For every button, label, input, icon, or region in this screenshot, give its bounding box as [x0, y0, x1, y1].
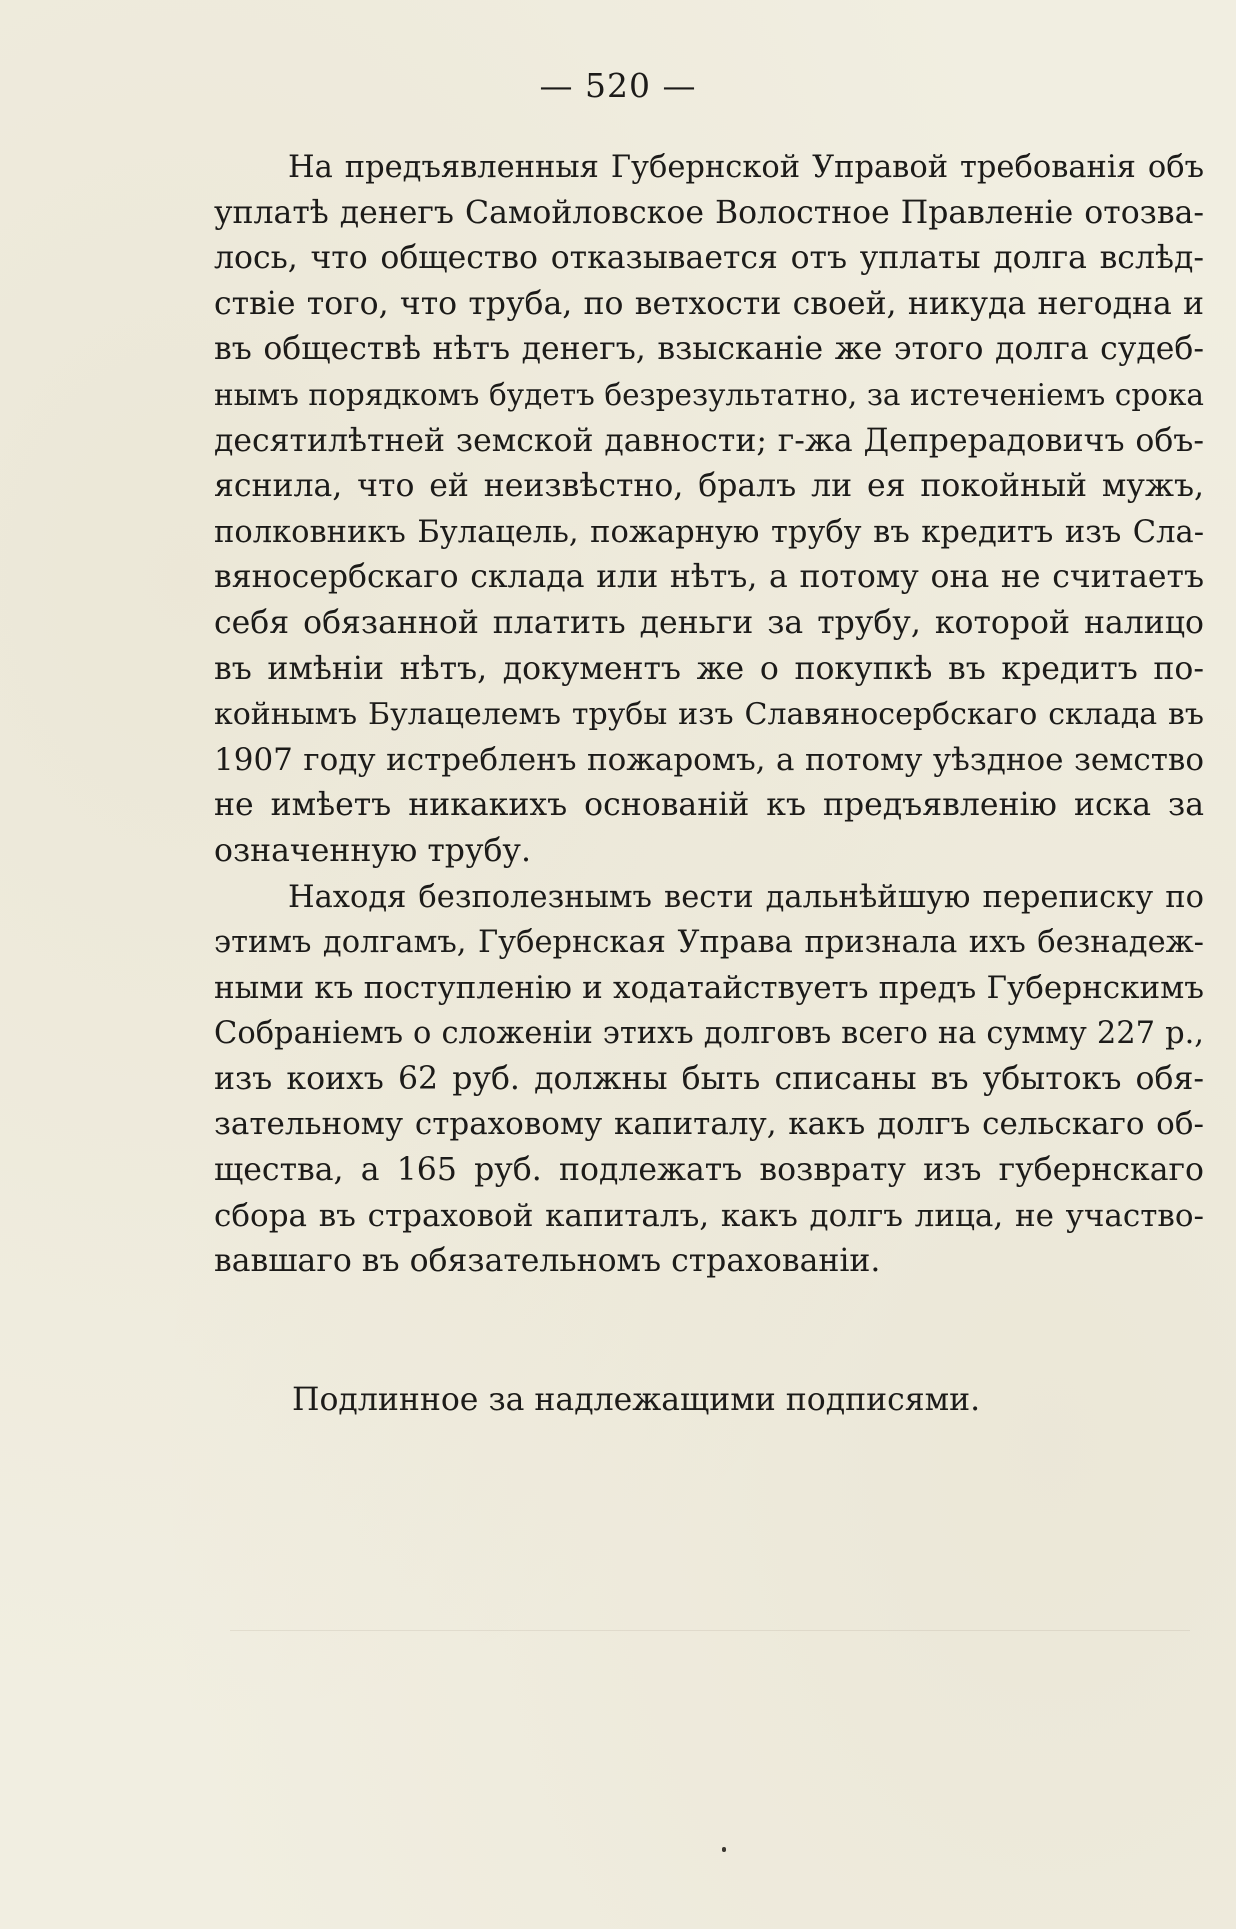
- text-line: десятилѣтней земской давности; г-жа Депрерадовичъ объ-: [214, 422, 1204, 459]
- text-line: себя обязанной платить деньги за трубу, которой налицо: [214, 604, 1204, 641]
- text-line: полковникъ Булацель, пожарную трубу въ кредитъ изъ Сла-: [214, 514, 1204, 550]
- text-line: въ обществѣ нѣтъ денегъ, взысканіе же этого долга судеб-: [214, 331, 1204, 368]
- paragraph-2: [214, 875, 1204, 1285]
- text-line: въ имѣніи нѣтъ, документъ же о покупкѣ въ кредитъ по-: [214, 650, 1204, 687]
- text-line: вяносербскаго склада или нѣтъ, а потому она не считаетъ: [214, 559, 1204, 596]
- ink-speck: [722, 1847, 726, 1852]
- text-line: лось, что общество отказывается отъ уплаты долга вслѣд-: [214, 240, 1204, 277]
- body-text: [214, 145, 1204, 1285]
- text-line: Находя безполезнымъ вести дальнѣйшую переписку по: [288, 879, 1204, 915]
- text-line: Собраніемъ о сложеніи этихъ долговъ всего на сумму 227 р.,: [214, 1016, 1204, 1052]
- text-line: ствіе того, что труба, по ветхости своей, никуда негодна и: [214, 285, 1204, 322]
- closing-note: Подлинное за надлежащими подписями.: [292, 1382, 981, 1418]
- text-line: яснила, что ей неизвѣстно, бралъ ли ея покойный мужъ,: [214, 468, 1204, 505]
- bleed-through-rule: [230, 1630, 1190, 1631]
- text-line: нымъ порядкомъ будетъ безрезультатно, за истеченіемъ срока: [214, 377, 1204, 412]
- text-line: изъ коихъ 62 руб. должны быть списаны въ убытокъ обя-: [214, 1060, 1204, 1097]
- text-line: На предъявленныя Губернской Управой требованія объ: [288, 150, 1204, 185]
- text-line: сбора въ страховой капиталъ, какъ долгъ лица, не участво-: [214, 1197, 1204, 1234]
- text-line: 1907 году истребленъ пожаромъ, а потому уѣздное земство: [214, 741, 1204, 778]
- paragraph-1: [214, 145, 1204, 875]
- text-line: этимъ долгамъ, Губернская Управа признала ихъ безнадеж-: [214, 925, 1204, 961]
- text-line: означенную трубу.: [214, 832, 531, 869]
- page-number: — 520 —: [539, 66, 697, 105]
- text-line: ными къ поступленію и ходатайствуетъ предъ Губернскимъ: [214, 969, 1204, 1006]
- text-line: уплатѣ денегъ Самойловское Волостное Правленіе отозва-: [214, 194, 1204, 231]
- text-line: зательному страховому капиталу, какъ долгъ сельскаго об-: [214, 1106, 1204, 1143]
- text-line: не имѣетъ никакихъ основаній къ предъявленію иска за: [214, 787, 1204, 824]
- text-line: щества, а 165 руб. подлежатъ возврату изъ губернскаго: [214, 1152, 1204, 1189]
- text-line: койнымъ Булацелемъ трубы изъ Славяносербскаго склада въ: [214, 697, 1204, 733]
- text-line: вавшаго въ обязательномъ страхованіи.: [214, 1243, 881, 1280]
